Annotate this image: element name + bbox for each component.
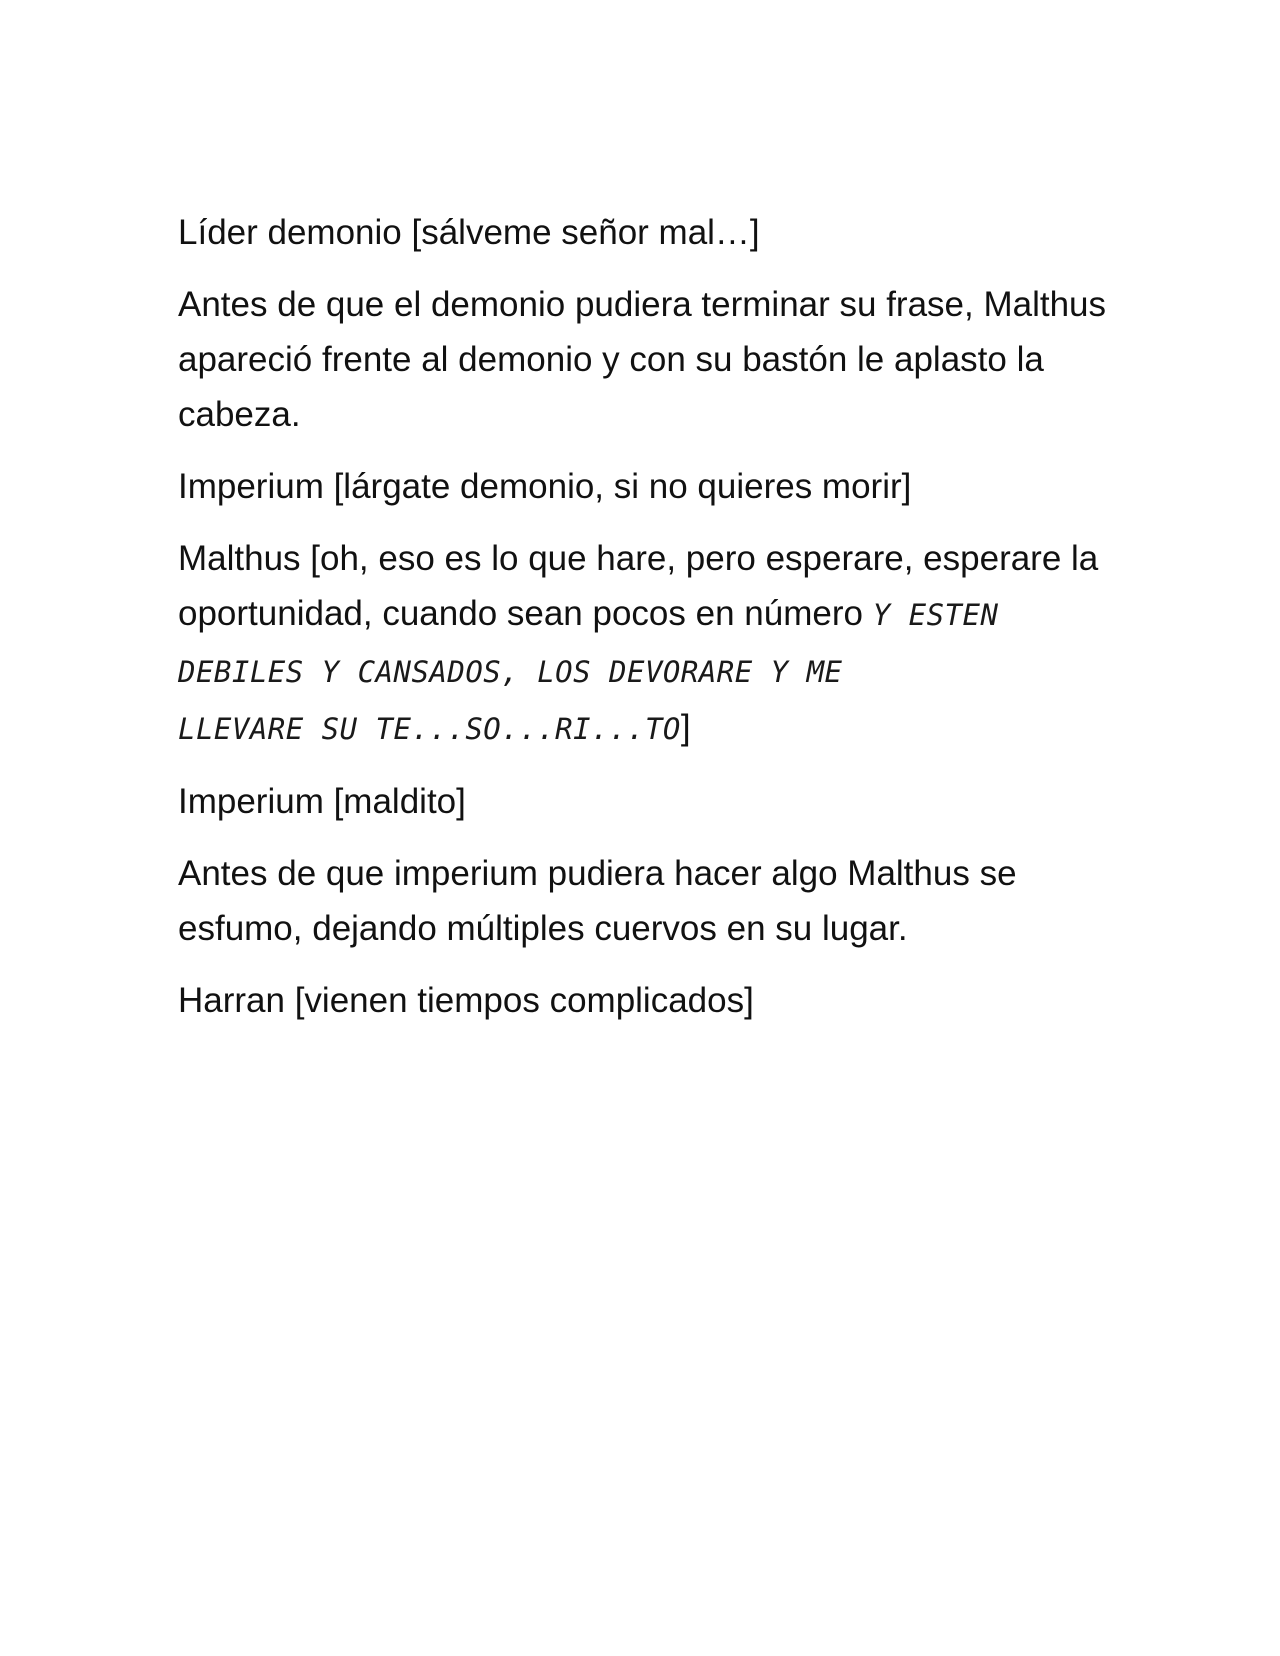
document-body [178, 205, 1108, 1045]
paragraph-imperium-maldito: Imperium [maldito] [178, 782, 466, 821]
paragraph-malthus-vanish: Antes de que imperium pudiera hacer algo Malthus se esfumo, dejando múltiples cuervos en su lugar. [178, 854, 1017, 948]
paragraph-imperium-warning: Imperium [lárgate demonio, si no quieres morir] [178, 467, 912, 506]
malthus-speech-closing: ] [680, 708, 691, 747]
paragraph-lider-demonio: Líder demonio [sálveme señor mal…] [178, 213, 760, 252]
paragraph-harran: Harran [vienen tiempos complicados] [178, 981, 754, 1020]
paragraph-malthus-speech [178, 531, 1108, 757]
malthus-speech-text: Malthus [oh, eso es lo que hare, pero esperare, esperare la oportunidad, cuando sean pocos en número [178, 539, 1099, 633]
paragraph-malthus-attack: Antes de que el demonio pudiera terminar su frase, Malthus apareció frente al demonio y con su bastón le aplasto la cabeza. [178, 285, 1107, 434]
malthus-speech-scrawl-line1: Y ESTEN DEBILES Y CANSADOS, LOS DEVORARE Y ME [178, 598, 999, 689]
malthus-speech-scrawl-line2: LLEVARE SU TE...SO...RI...TO [178, 712, 681, 746]
